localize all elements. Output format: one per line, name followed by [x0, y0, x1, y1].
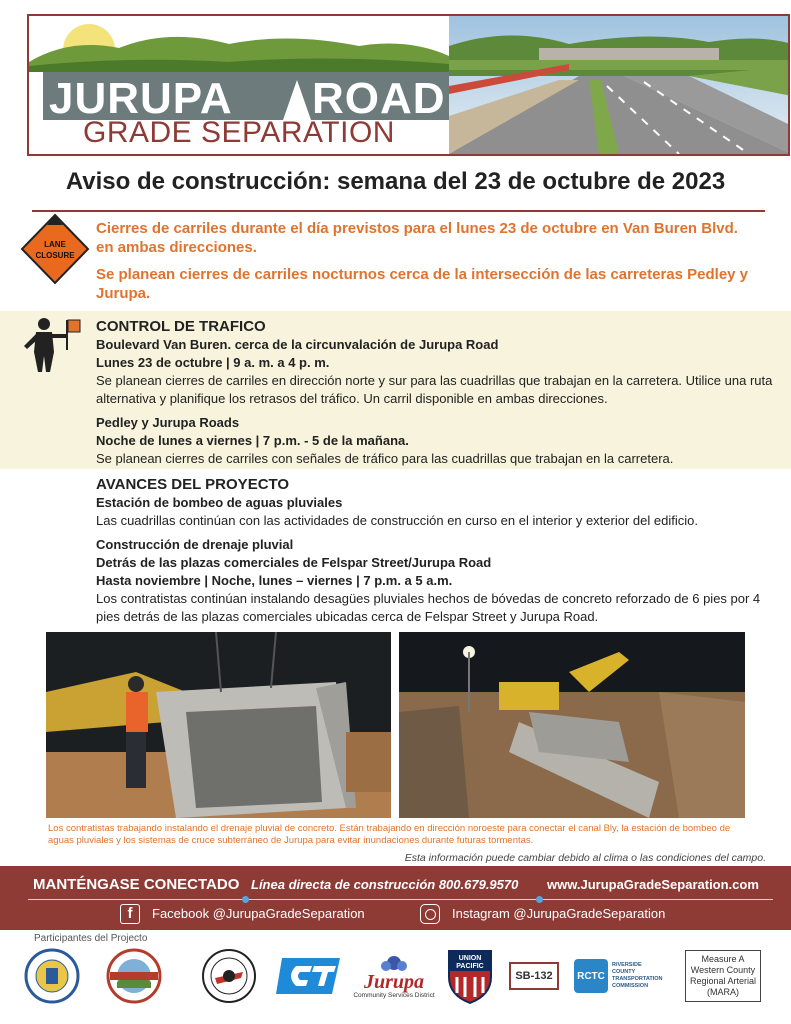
stay-connected-title: MANTÉNGASE CONECTADO [33, 876, 240, 893]
traffic-item-2-location: Pedley y Jurupa Roads [96, 415, 240, 430]
traffic-item-2-description: Se planean cierres de carriles con señales de tráfico para las cuadrillas que trabajan en la carretera. [96, 451, 674, 466]
connect-divider [28, 899, 773, 900]
union-pacific-text-2: PACIFIC [456, 963, 484, 970]
lane-closure-notice [96, 219, 756, 311]
jurupa-csd-subtitle: Community Services District [353, 991, 435, 999]
rctc-name: RIVERSIDE COUNTY TRANSPORTATION COMMISSION [612, 962, 663, 989]
mara-line-2: Western County [690, 965, 756, 975]
traffic-item-2-schedule: Noche de lunes a viernes | 7 p.m. - 5 de la mañana. [96, 433, 409, 448]
logo-subtitle: GRADE SEPARATION [83, 116, 395, 149]
participants-label: Participantes del Projecto [34, 933, 148, 944]
riverside-county-flood-control-seal-logo [22, 946, 82, 1006]
road-rendering-image [449, 16, 790, 154]
jurupa-community-services-district-logo [350, 946, 438, 1006]
mara-box [685, 950, 761, 1002]
facebook-link[interactable]: Facebook @JurupaGradeSeparation [152, 906, 365, 921]
county-of-riverside-seal-logo [198, 946, 260, 1006]
progress-item-1-title: Estación de bombeo de aguas pluviales [96, 495, 343, 510]
storm-drain-photo-2 [399, 632, 745, 818]
title-divider [32, 210, 765, 212]
photo-caption: Los contratistas trabajando instalando el drenaje pluvial de concreto. Están trabajando en dirección noroeste para conectar el canal Bly, la estación de bombeo de aguas pluviales y los sistemas de cruce subterráneo de Jurupa para evitar inundaciones durante futuras tormentas. [48, 823, 731, 846]
lane-closure-sign-icon [20, 213, 90, 298]
progress-item-2-title: Construcción de drenaje pluvial [96, 537, 294, 552]
disclaimer-note: Esta información puede cambiar debido al clima o las condiciones del campo. [404, 852, 766, 864]
lane-closure-day: Cierres de carriles durante el día previstos para el lunes 23 de octubre en Van Buren Blvd. en ambas direcciones. [96, 220, 738, 256]
facebook-icon[interactable]: f [120, 904, 140, 924]
sign-text-closure: CLOSURE [35, 251, 75, 260]
traffic-item-1-location: Boulevard Van Buren. cerca de la circunvalación de Jurupa Road [96, 337, 499, 352]
sign-text-lane: LANE [44, 240, 66, 249]
caltrans-logo [272, 946, 346, 1006]
logo-word-jurupa: JURUPA [49, 74, 233, 123]
construction-hotline[interactable]: Línea directa de construcción 800.679.9570 [251, 877, 519, 892]
project-progress-section [96, 476, 776, 626]
traffic-control-heading: CONTROL DE TRAFICO [96, 318, 266, 335]
page-title: Aviso de construcción: semana del 23 de octubre de 2023 [65, 168, 726, 195]
header-banner [27, 14, 790, 156]
divider-dot [536, 896, 543, 903]
union-pacific-logo [444, 946, 496, 1006]
traffic-item-1-schedule: Lunes 23 de octubre | 9 a. m. a 4 p. m. [96, 355, 330, 370]
traffic-item-1-description: Se planean cierres de carriles en dirección norte y sur para las cuadrillas que trabajan en la carretera. Utilice una ruta alternativa y planifique los retrasos del tráfico. Un carril disponible en ambas direcciones. [96, 373, 773, 406]
project-logo [29, 16, 449, 154]
project-website-link[interactable]: www.JurupaGradeSeparation.com [547, 877, 759, 892]
logo-word-road: ROAD [312, 74, 446, 123]
instagram-icon[interactable] [420, 904, 440, 924]
progress-item-2-location: Detrás de las plazas comerciales de Felspar Street/Jurupa Road [96, 555, 492, 570]
mara-line-3: Regional Arterial [689, 976, 757, 986]
progress-item-2-description: Los contratistas continúan instalando desagües pluviales hechos de bóvedas de concreto reforzado de 6 pies por 4 pies detrás de las plazas comerciales ubicadas cerca de Felspar Street y Jurupa Road. [96, 591, 761, 624]
mara-logo [680, 946, 766, 1006]
storm-drain-photo-1 [46, 632, 391, 818]
lane-closure-night: Se planean cierres de carriles nocturnos cerca de la intersección de las carreteras Pedley y Jurupa. [96, 266, 749, 302]
flagger-icon [22, 316, 82, 381]
progress-item-1-description: Las cuadrillas continúan con las actividades de construcción en curso en el interior y exterior del edificio. [96, 513, 698, 528]
jurupa-csd-wordmark: Jurupa [363, 970, 425, 993]
instagram-link[interactable]: Instagram @JurupaGradeSeparation [452, 906, 666, 921]
union-pacific-text-1: UNION [458, 955, 482, 962]
rctc-mark: RCTC [574, 959, 608, 993]
city-of-jurupa-valley-seal-logo [102, 946, 166, 1006]
stay-connected-band [0, 866, 791, 930]
traffic-control-section [96, 318, 776, 468]
mara-line-1: Measure A [701, 954, 745, 964]
sb-132-text: SB-132 [509, 962, 558, 990]
rctc-logo [574, 946, 668, 1006]
progress-item-2-schedule: Hasta noviembre | Noche, lunes – viernes | 7 p.m. a 5 a.m. [96, 573, 453, 588]
project-progress-heading: AVANCES DEL PROYECTO [96, 476, 290, 493]
divider-dot [242, 896, 249, 903]
sb-132-logo [508, 946, 560, 1006]
mara-line-4: (MARA) [706, 987, 739, 997]
